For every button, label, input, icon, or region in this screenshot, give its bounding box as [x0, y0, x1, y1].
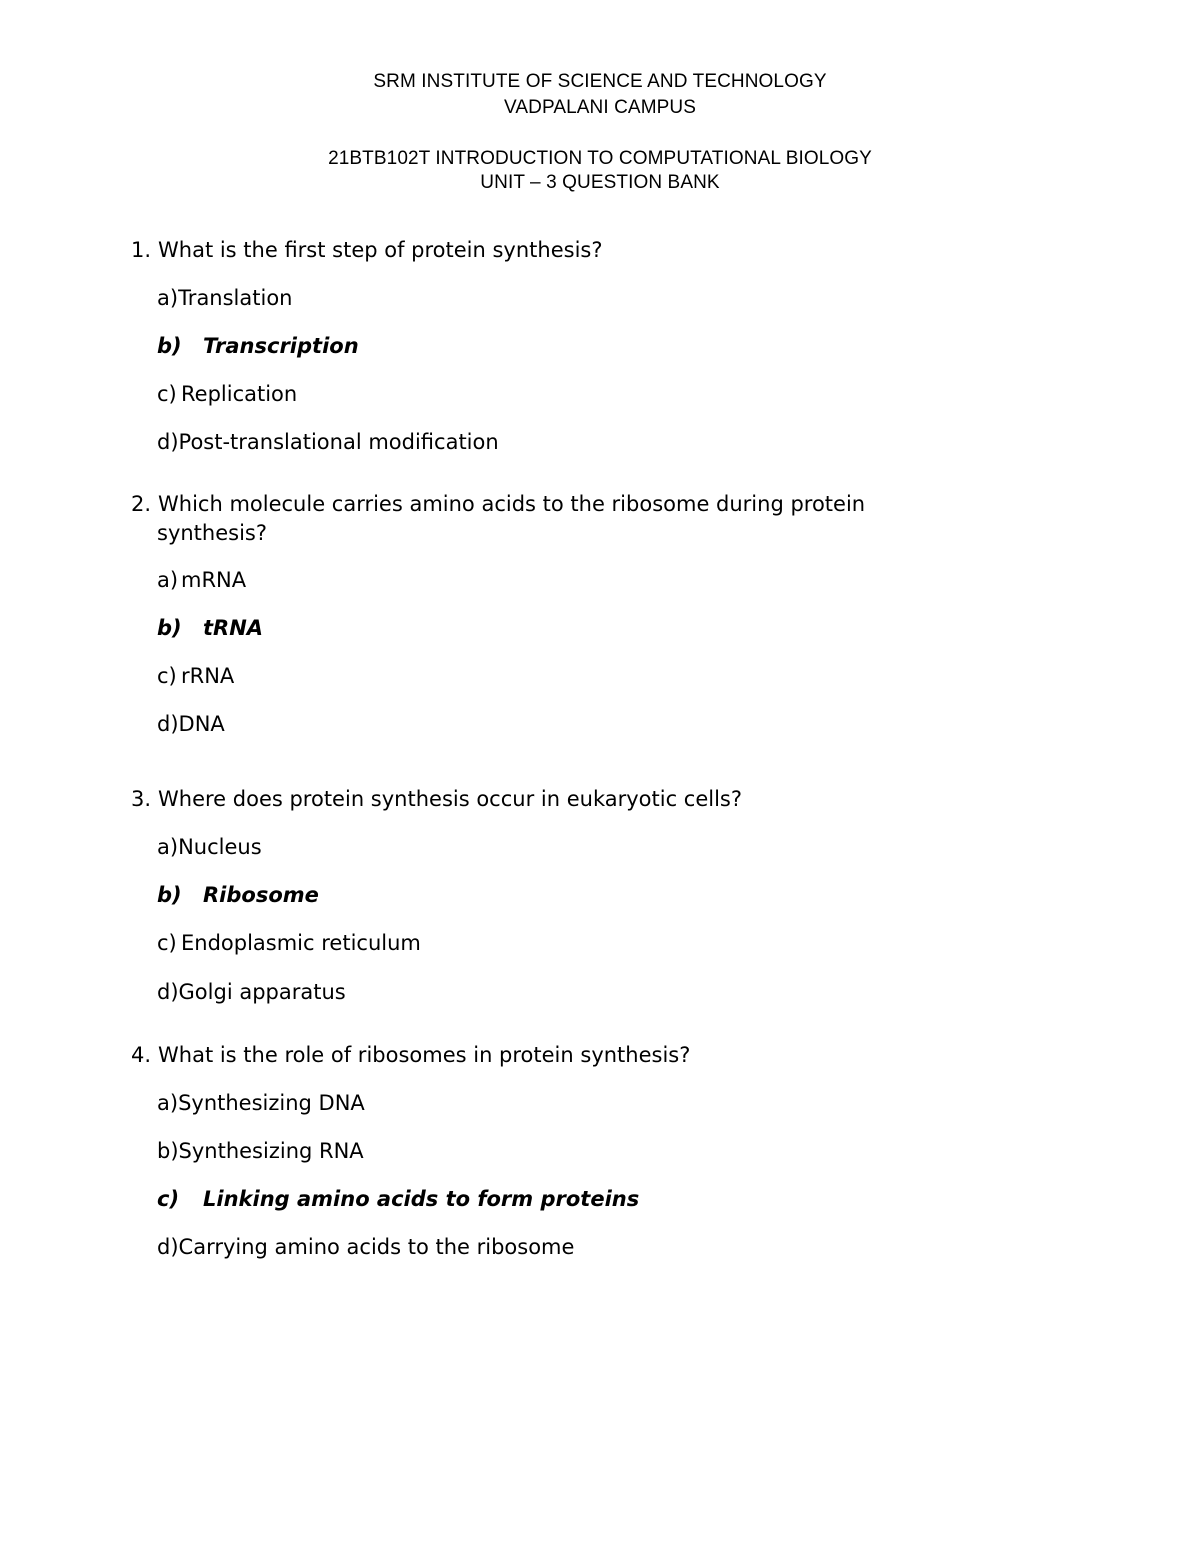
question-4-option-a: [157, 1089, 365, 1117]
option-text: Linking amino acids to form proteins: [203, 1187, 640, 1211]
question-3-option-a: [157, 833, 262, 861]
question-1-option-c: [157, 380, 297, 408]
unit-title: UNIT – 3 QUESTION BANK: [480, 172, 720, 193]
option-text: Synthesizing DNA: [178, 1091, 365, 1115]
question-3-option-c: [157, 929, 421, 957]
option-text: Golgi apparatus: [178, 980, 346, 1004]
option-label: c): [157, 664, 177, 688]
question-number: 3.: [131, 787, 152, 811]
option-label: c): [157, 931, 177, 955]
option-text: DNA: [178, 712, 225, 736]
question-4-option-c-correct: [157, 1185, 639, 1213]
option-label: a): [157, 835, 179, 859]
question-number: 4.: [131, 1043, 152, 1067]
option-text: Ribosome: [203, 883, 319, 907]
option-label: b): [157, 334, 182, 358]
option-text: Carrying amino acids to the ribosome: [178, 1235, 575, 1259]
option-label: b): [157, 1139, 179, 1163]
option-label: a): [157, 1091, 179, 1115]
option-text: Post-translational modification: [178, 430, 499, 454]
option-text: Translation: [178, 286, 293, 310]
question-4-option-d: [157, 1233, 574, 1261]
option-text: Synthesizing RNA: [178, 1139, 364, 1163]
option-label: d): [157, 430, 179, 454]
question-3-option-b-correct: [157, 881, 319, 909]
option-text: mRNA: [181, 568, 247, 592]
question-2-option-a: [157, 566, 246, 594]
question-3-option-d: [157, 978, 346, 1006]
option-label: a): [157, 568, 179, 592]
question-2-option-d: [157, 710, 225, 738]
option-text: Replication: [181, 382, 298, 406]
option-label: c): [157, 1187, 180, 1211]
question-text-continued: synthesis?: [157, 521, 268, 545]
option-text: Transcription: [203, 334, 359, 358]
campus-name: VADPALANI CAMPUS: [504, 97, 696, 118]
option-text: rRNA: [181, 664, 235, 688]
option-label: c): [157, 382, 177, 406]
question-1-option-b-correct: [157, 332, 359, 360]
question-2-option-b-correct: [157, 614, 263, 642]
institute-name: SRM INSTITUTE OF SCIENCE AND TECHNOLOGY: [373, 71, 827, 92]
option-text: tRNA: [203, 616, 264, 640]
course-title: 21BTB102T INTRODUCTION TO COMPUTATIONAL BIOLOGY: [328, 148, 872, 169]
question-4-option-b: [157, 1137, 364, 1165]
question-text: Which molecule carries amino acids to the ribosome during protein: [158, 492, 866, 516]
option-label: b): [157, 883, 182, 907]
option-text: Endoplasmic reticulum: [181, 931, 421, 955]
question-text: Where does protein synthesis occur in eukaryotic cells?: [158, 787, 743, 811]
option-text: Nucleus: [178, 835, 262, 859]
question-1-option-d: [157, 428, 499, 456]
question-2-option-c: [157, 662, 234, 690]
question-1-option-a: [157, 284, 293, 312]
question-text: What is the role of ribosomes in protein synthesis?: [158, 1043, 691, 1067]
question-number: 1.: [131, 238, 152, 262]
question-number: 2.: [131, 492, 152, 516]
option-label: b): [157, 616, 182, 640]
option-label: a): [157, 286, 179, 310]
option-label: d): [157, 980, 179, 1004]
option-label: d): [157, 1235, 179, 1259]
question-text: What is the first step of protein synthesis?: [158, 238, 603, 262]
option-label: d): [157, 712, 179, 736]
